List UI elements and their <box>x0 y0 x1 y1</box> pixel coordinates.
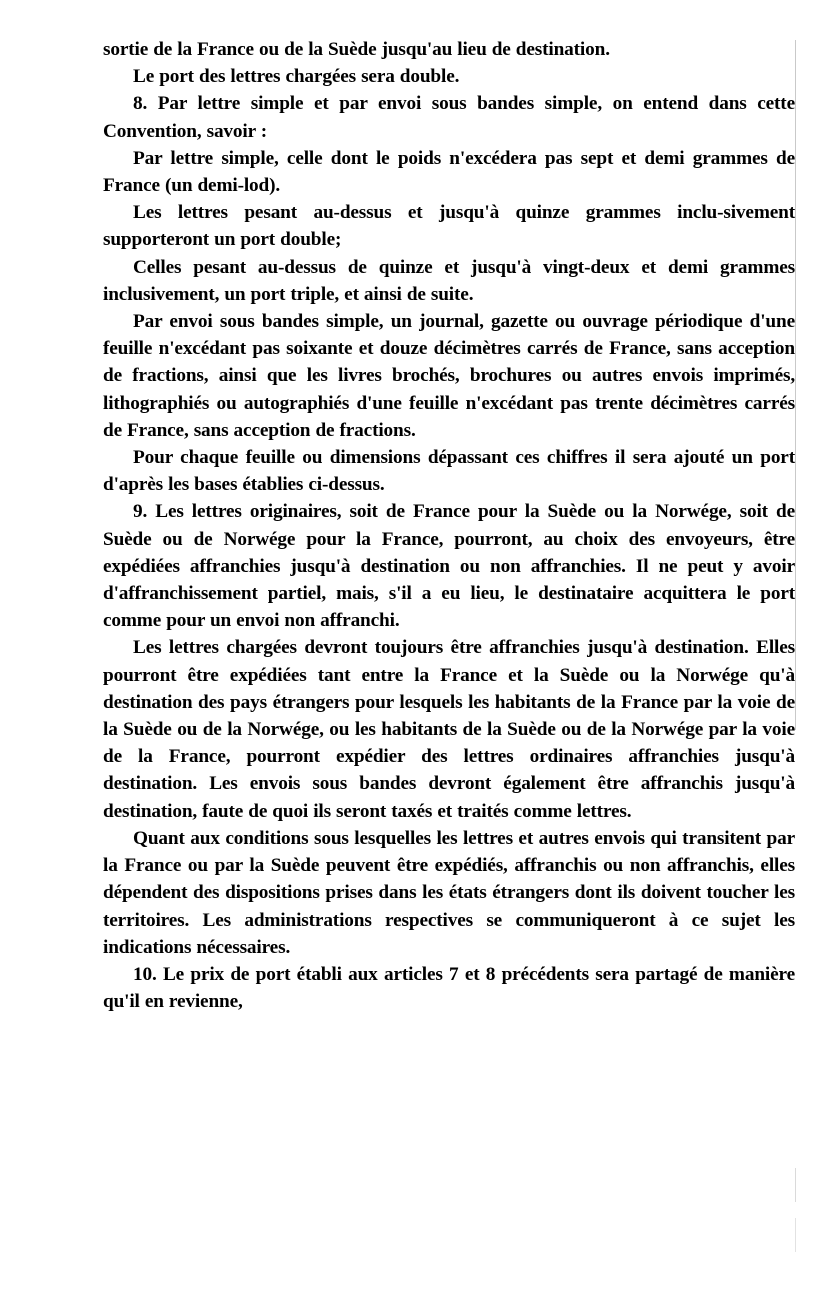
scan-artifact-vertical-rule-upper <box>795 40 796 730</box>
scan-artifact-vertical-rule-lower-1 <box>795 1168 796 1202</box>
paragraph: Pour chaque feuille ou dimensions dépassant ces chiffres il sera ajouté un port d'après les bases établies ci-dessus. <box>103 447 795 496</box>
paragraph-article-10: 10. Le prix de port établi aux articles 7 et 8 précédents sera partagé de manière qu'il en revienne, <box>103 963 795 1013</box>
paragraph: Les lettres chargées devront toujours être affranchies jusqu'à destination. Elles pourront être expédiées tant entre la France et la Suède ou la Norwége qu'à destination des pays étrangers pour lesquels les habitants de la France par la voie de la Suède ou de la Norwége, ou les habitants de la Suède ou de la Norwége par la voie de la France, pourront expédier des lettres ordinaires affranchies jusqu'à destination. Les envois sous bandes devront également être affranchis jusqu'à destination, faute de quoi ils seront taxés et traités comme lettres. <box>103 637 795 822</box>
paragraph-article-9: 9. Les lettres originaires, soit de France pour la Suède ou la Norwége, soit de Suède ou de Norwége pour la France, pourront, au choix des envoyeurs, être expédiées affranchies jusqu'à destination ou non affranchies. Il ne peut y avoir d'affranchissement partiel, mais, s'il a eu lieu, le destinataire acquittera le port comme pour un envoi non affranchi. <box>103 501 795 632</box>
body-text-column <box>103 36 795 1015</box>
paragraph-article-8: 8. Par lettre simple et par envoi sous bandes simple, on entend dans cette Convention, savoir : <box>103 93 795 142</box>
paragraph: Par envoi sous bandes simple, un journal, gazette ou ouvrage périodique d'une feuille n'excédant pas soixante et douze décimètres carrés de France, sans acception de fractions, ainsi que les livres brochés, brochures ou autres envois imprimés, lithographiés ou autographiés d'une feuille n'excédant pas trente décimètres carrés de France, sans acception de fractions. <box>103 311 795 441</box>
paragraph: sortie de la France ou de la Suède jusqu'au lieu de destination. <box>103 39 610 60</box>
paragraph: Par lettre simple, celle dont le poids n'excédera pas sept et demi grammes de France (un demi-lod). <box>103 147 795 197</box>
paragraph: Quant aux conditions sous lesquelles les lettres et autres envois qui transitent par la France ou par la Suède peuvent être expédiés, affranchis ou non affranchis, elles dépendent des dispositions prises dans les états étrangers dont ils doivent toucher les territoires. Les administrations respectives se communiqueront à ce sujet les indications nécessaires. <box>103 827 795 958</box>
scan-artifact-vertical-rule-lower-2 <box>795 1218 796 1252</box>
paragraph: Les lettres pesant au-dessus et jusqu'à quinze grammes inclu-sivement supporteront un port double; <box>103 202 795 251</box>
paragraph: Le port des lettres chargées sera double. <box>133 66 460 88</box>
paragraph: Celles pesant au-dessus de quinze et jusqu'à vingt-deux et demi grammes inclusivement, un port triple, et ainsi de suite. <box>103 256 795 305</box>
